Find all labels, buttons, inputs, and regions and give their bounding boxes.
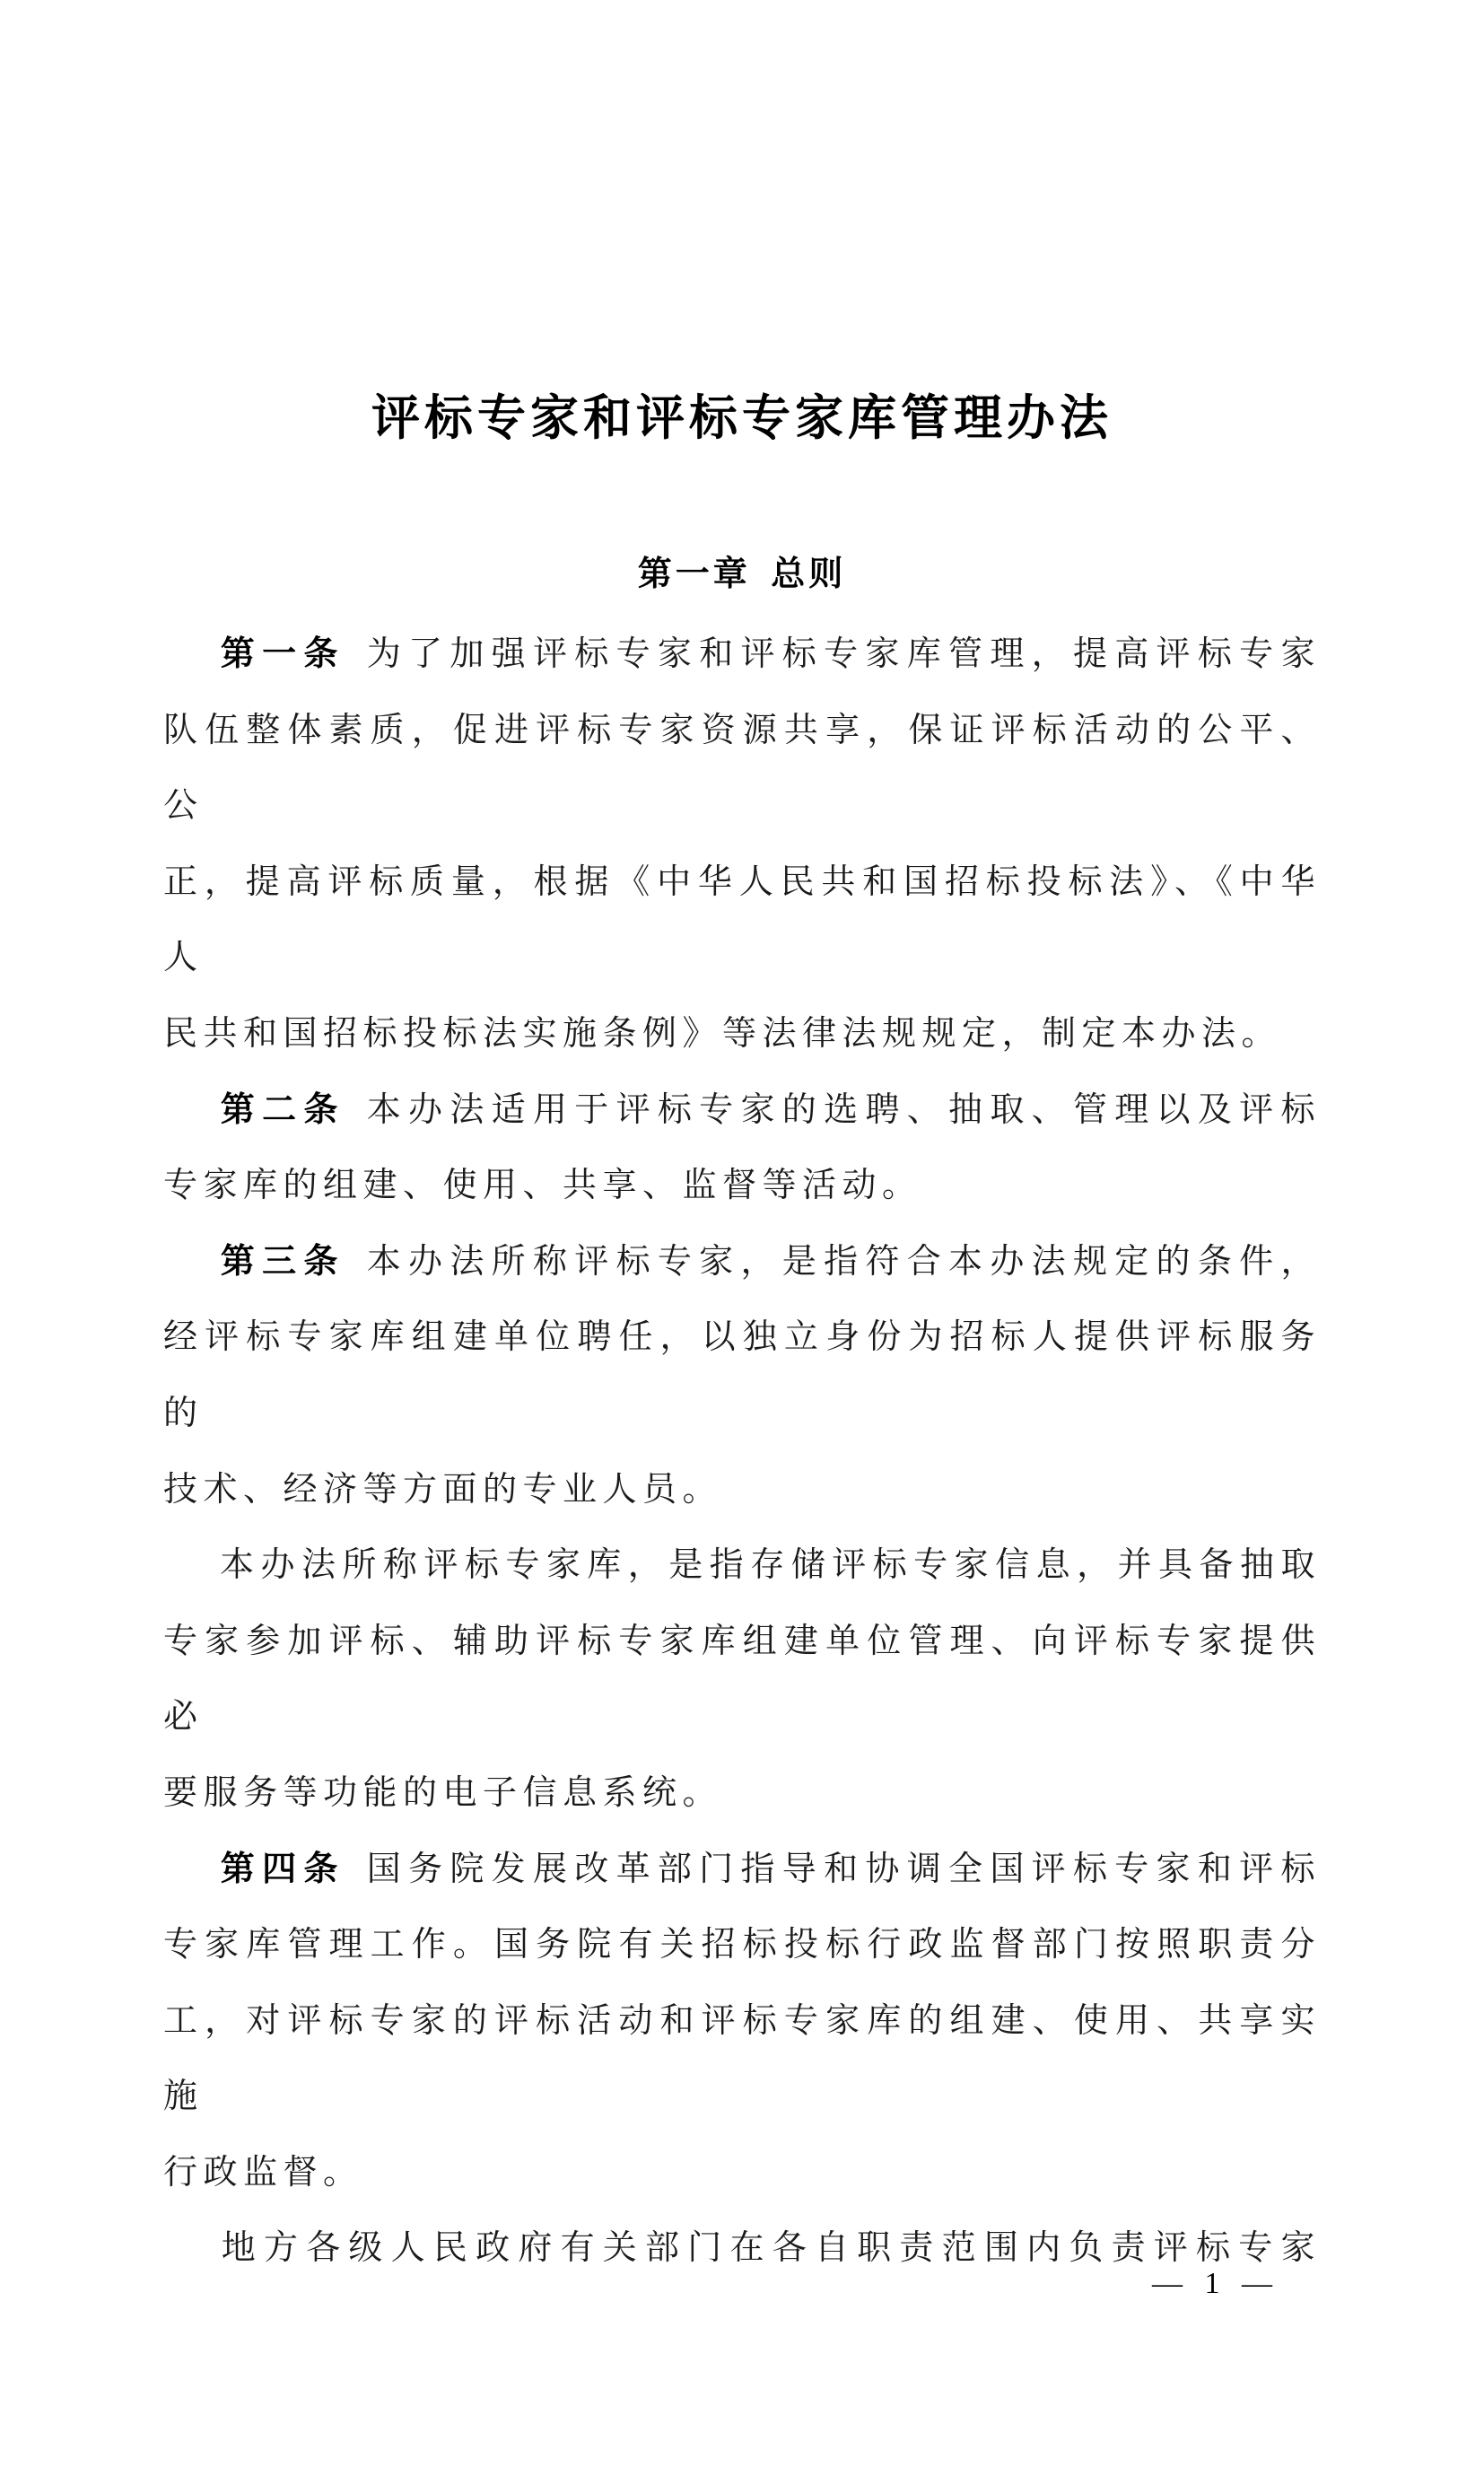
body-line (163, 1224, 1321, 1300)
body-line (163, 693, 1321, 844)
body-line (163, 844, 1321, 996)
chapter-heading: 第一章 总则 (637, 556, 847, 593)
line-text: 为了加强评标专家和评标专家库管理，提高评标专家 (366, 635, 1321, 673)
article-number: 第四条 (219, 1850, 345, 1888)
body-line (163, 1907, 1321, 1983)
line-text: 专家库的组建、使用、共享、监督等活动。 (163, 1167, 922, 1205)
paragraph-indent (163, 1575, 219, 1576)
line-text: 本办法所称评标专家，是指符合本办法规定的条件， (366, 1242, 1321, 1281)
body-line (163, 617, 1321, 693)
document-body (163, 617, 1321, 2287)
body-line (163, 1452, 1321, 1528)
body-line (163, 1299, 1321, 1451)
document-page (0, 386, 1484, 2485)
page-number: — 1 — (1152, 2267, 1279, 2300)
line-text: 专家参加评标、辅助评标专家库组建单位管理、向评标专家提供必 (163, 1622, 1321, 1737)
body-line (163, 1072, 1321, 1149)
line-text: 民共和国招标投标法实施条例》等法律法规规定，制定本办法。 (163, 1014, 1282, 1053)
line-text: 工，对评标专家的评标活动和评标专家库的组建、使用、共享实施 (163, 2001, 1321, 2116)
line-text: 正，提高评标质量，根据《中华人民共和国招标投标法》、《中华人 (163, 862, 1321, 977)
body-line (163, 1604, 1321, 1755)
line-text: 队伍整体素质，促进评标专家资源共享，保证评标活动的公平、公 (163, 711, 1321, 826)
line-text: 本办法适用于评标专家的选聘、抽取、管理以及评标 (366, 1090, 1321, 1129)
article-number: 第一条 (219, 635, 345, 673)
body-line (163, 2135, 1321, 2211)
article-number: 第三条 (219, 1242, 345, 1281)
body-line (163, 1527, 1321, 1604)
paragraph-indent (163, 2258, 219, 2259)
body-line (163, 1755, 1321, 1832)
line-text: 专家库管理工作。国务院有关招标投标行政监督部门按照职责分 (163, 1926, 1321, 1964)
paragraph-indent (163, 1879, 219, 1880)
line-text: 本办法所称评标专家库，是指存储评标专家信息，并具备抽取 (219, 1546, 1321, 1585)
line-text: 经评标专家库组建单位聘任，以独立身份为招标人提供评标服务的 (163, 1318, 1321, 1432)
body-line (163, 1832, 1321, 1908)
line-text: 技术、经济等方面的专业人员。 (163, 1470, 723, 1509)
body-line (163, 1148, 1321, 1224)
article-number: 第二条 (219, 1090, 345, 1129)
body-line (163, 2210, 1321, 2287)
line-text: 要服务等功能的电子信息系统。 (163, 1773, 723, 1812)
paragraph-indent (163, 1120, 219, 1121)
document-title: 评标专家和评标专家库管理办法 (371, 391, 1113, 445)
body-line (163, 1983, 1321, 2135)
line-text: 国务院发展改革部门指导和协调全国评标专家和评标 (366, 1850, 1321, 1888)
paragraph-indent (163, 1272, 219, 1273)
line-text: 行政监督。 (163, 2153, 363, 2192)
paragraph-indent (163, 664, 219, 665)
line-text: 地方各级人民政府有关部门在各自职责范围内负责评标专家 (219, 2229, 1321, 2268)
body-line (163, 996, 1321, 1072)
